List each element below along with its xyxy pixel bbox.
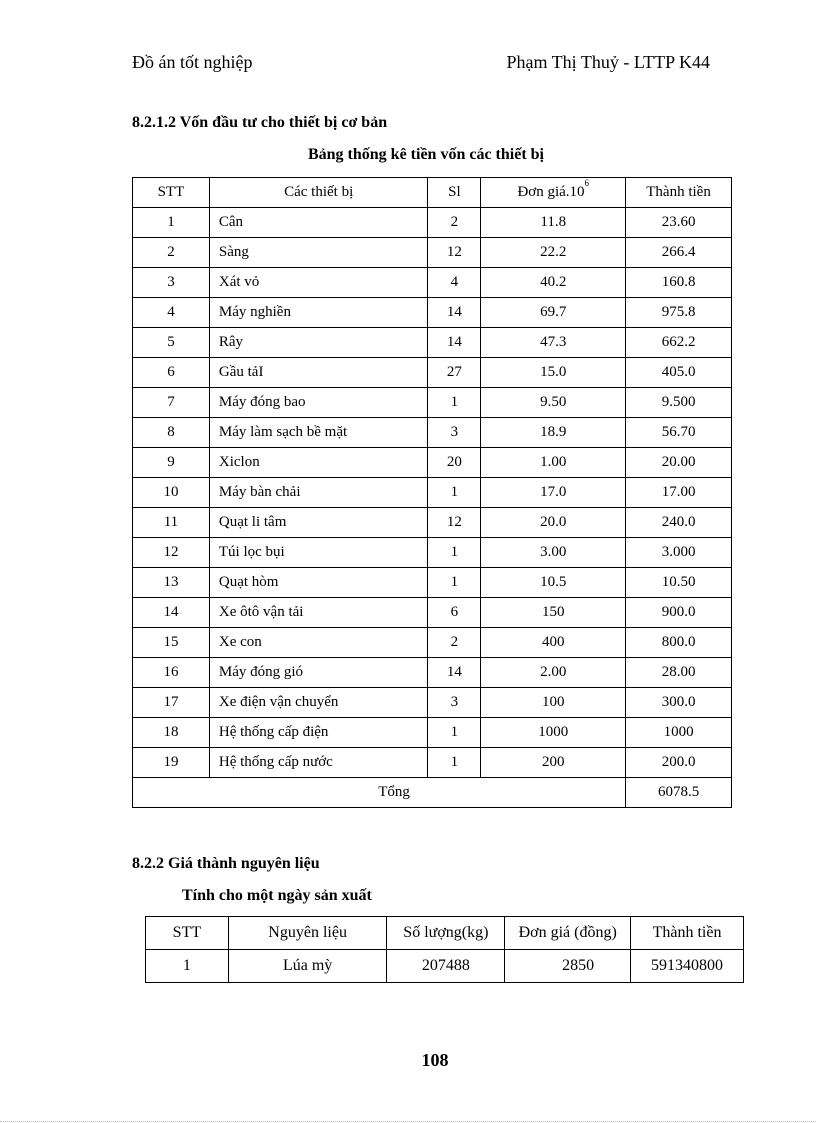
- cell-total: 405.0: [626, 358, 732, 388]
- cell-stt: 7: [133, 388, 210, 418]
- cell-qty: 14: [428, 298, 481, 328]
- total-value: 6078.5: [626, 778, 732, 808]
- cell-total: 9.500: [626, 388, 732, 418]
- cell-qty: 12: [428, 508, 481, 538]
- cell-unit-price: 40.2: [481, 268, 626, 298]
- cell-total: 266.4: [626, 238, 732, 268]
- cell-equipment-name: Túi lọc bụi: [209, 538, 428, 568]
- cell-unit-price: 1000: [481, 718, 626, 748]
- table-caption-equipment: Bảng thống kê tiền vốn các thiết bị: [307, 146, 544, 163]
- cell-unit-price: 2850: [505, 950, 631, 983]
- cell-stt: 18: [133, 718, 210, 748]
- table-row: [133, 688, 732, 718]
- table-row: [133, 658, 732, 688]
- cell-unit-price: 200: [481, 748, 626, 778]
- cell-total: 240.0: [626, 508, 732, 538]
- cell-qty: 14: [428, 328, 481, 358]
- table-total-row: [133, 778, 732, 808]
- cell-unit-price: 47.3: [481, 328, 626, 358]
- column-header-total: Thành tiền: [626, 178, 732, 208]
- page-bottom-divider: [0, 1121, 816, 1122]
- cell-equipment-name: Hệ thống cấp điện: [209, 718, 428, 748]
- column-header-qty: Sl: [428, 178, 481, 208]
- cell-total: 591340800: [631, 950, 744, 983]
- cell-equipment-name: Máy đóng gió: [209, 658, 428, 688]
- cell-qty: 1: [428, 748, 481, 778]
- cell-equipment-name: Quạt li tâm: [209, 508, 428, 538]
- table-row: [133, 568, 732, 598]
- cell-qty: 1: [428, 718, 481, 748]
- cell-total: 28.00: [626, 658, 732, 688]
- cell-stt: 9: [133, 448, 210, 478]
- table-row: [133, 388, 732, 418]
- cell-material: Lúa mỳ: [228, 950, 387, 983]
- column-header-equipment: Các thiết bị: [209, 178, 428, 208]
- table-row: [133, 268, 732, 298]
- cell-equipment-name: Rây: [209, 328, 428, 358]
- cell-stt: 12: [133, 538, 210, 568]
- cell-qty: 6: [428, 598, 481, 628]
- table-header-row: [146, 917, 744, 950]
- cell-unit-price: 150: [481, 598, 626, 628]
- cell-qty: 3: [428, 418, 481, 448]
- table-row: [133, 418, 732, 448]
- section-heading-equipment: 8.2.1.2 Vốn đầu tư cho thiết bị cơ bản: [132, 114, 388, 131]
- cell-qty: 4: [428, 268, 481, 298]
- table-row: [133, 328, 732, 358]
- cell-stt: 15: [133, 628, 210, 658]
- table-row: [133, 628, 732, 658]
- cell-equipment-name: Cân: [209, 208, 428, 238]
- cell-equipment-name: Xát vỏ: [209, 268, 428, 298]
- cell-total: 17.00: [626, 478, 732, 508]
- cell-equipment-name: Quạt hòm: [209, 568, 428, 598]
- cell-unit-price: 69.7: [481, 298, 626, 328]
- cell-equipment-name: Hệ thống cấp nước: [209, 748, 428, 778]
- cell-unit-price: 20.0: [481, 508, 626, 538]
- cell-equipment-name: Máy làm sạch bề mặt: [209, 418, 428, 448]
- table-row: [133, 238, 732, 268]
- cell-qty: 20: [428, 448, 481, 478]
- cell-equipment-name: Xe điện vận chuyển: [209, 688, 428, 718]
- cell-qty: 14: [428, 658, 481, 688]
- cell-total: 900.0: [626, 598, 732, 628]
- cell-stt: 19: [133, 748, 210, 778]
- cell-stt: 3: [133, 268, 210, 298]
- cell-unit-price: 9.50: [481, 388, 626, 418]
- cell-total: 3.000: [626, 538, 732, 568]
- cell-unit-price: 3.00: [481, 538, 626, 568]
- table-header-row: [133, 178, 732, 208]
- table-row: [133, 748, 732, 778]
- cell-stt: 5: [133, 328, 210, 358]
- cell-stt: 16: [133, 658, 210, 688]
- cell-total: 20.00: [626, 448, 732, 478]
- table-row: [146, 950, 744, 983]
- cell-equipment-name: Gầu tảI: [209, 358, 428, 388]
- price-exponent: 6: [584, 178, 590, 188]
- cell-qty: 2: [428, 628, 481, 658]
- cell-unit-price: 18.9: [481, 418, 626, 448]
- cell-stt: 17: [133, 688, 210, 718]
- cell-stt: 2: [133, 238, 210, 268]
- cell-total: 1000: [626, 718, 732, 748]
- cell-unit-price: 400: [481, 628, 626, 658]
- cell-total: 662.2: [626, 328, 732, 358]
- table-caption-material: Tính cho một ngày sản xuất: [182, 887, 372, 904]
- cell-total: 160.8: [626, 268, 732, 298]
- cell-stt: 11: [133, 508, 210, 538]
- equipment-cost-table: [132, 177, 732, 808]
- table-row: [133, 358, 732, 388]
- cell-equipment-name: Máy nghiền: [209, 298, 428, 328]
- cell-total: 56.70: [626, 418, 732, 448]
- table-row: [133, 208, 732, 238]
- page-number: 108: [421, 1050, 449, 1070]
- cell-qty: 27: [428, 358, 481, 388]
- cell-unit-price: 2.00: [481, 658, 626, 688]
- cell-equipment-name: Xe ôtô vận tải: [209, 598, 428, 628]
- cell-equipment-name: Máy đóng bao: [209, 388, 428, 418]
- cell-quantity: 207488: [387, 950, 505, 983]
- cell-total: 975.8: [626, 298, 732, 328]
- cell-qty: 1: [428, 388, 481, 418]
- column-header-stt: STT: [146, 917, 229, 950]
- cell-equipment-name: Xiclon: [209, 448, 428, 478]
- cell-equipment-name: Sàng: [209, 238, 428, 268]
- cell-stt: 8: [133, 418, 210, 448]
- header-right: Phạm Thị Thuỷ - LTTP K44: [506, 52, 710, 72]
- column-header-material: Nguyên liệu: [228, 917, 387, 950]
- cell-unit-price: 10.5: [481, 568, 626, 598]
- column-header-unit-price: Đơn $giá.10^6$: [481, 178, 626, 208]
- cell-qty: 1: [428, 538, 481, 568]
- cell-unit-price: 22.2: [481, 238, 626, 268]
- cell-equipment-name: Máy bàn chải: [209, 478, 428, 508]
- cell-qty: 1: [428, 568, 481, 598]
- cell-unit-price: 15.0: [481, 358, 626, 388]
- cell-qty: 2: [428, 208, 481, 238]
- section-heading-material: 8.2.2 Giá thành nguyên liệu: [132, 855, 320, 872]
- cell-unit-price: 100: [481, 688, 626, 718]
- cell-stt: 14: [133, 598, 210, 628]
- cell-unit-price: 11.8: [481, 208, 626, 238]
- cell-stt: 13: [133, 568, 210, 598]
- table-row: [133, 448, 732, 478]
- cell-qty: 12: [428, 238, 481, 268]
- cell-total: 300.0: [626, 688, 732, 718]
- table-row: [133, 718, 732, 748]
- header-left: Đồ án tốt nghiệp: [132, 52, 253, 72]
- cell-qty: 1: [428, 478, 481, 508]
- cell-qty: 3: [428, 688, 481, 718]
- cell-stt: 4: [133, 298, 210, 328]
- table-row: [133, 508, 732, 538]
- column-header-total: Thành tiền: [631, 917, 744, 950]
- material-cost-table: [145, 916, 744, 983]
- cell-equipment-name: Xe con: [209, 628, 428, 658]
- column-header-quantity: Số lượng(kg): [387, 917, 505, 950]
- table-row: [133, 598, 732, 628]
- table-row: [133, 478, 732, 508]
- column-header-stt: STT: [133, 178, 210, 208]
- cell-unit-price: 1.00: [481, 448, 626, 478]
- cell-stt: 1: [133, 208, 210, 238]
- cell-stt: 1: [146, 950, 229, 983]
- cell-total: 800.0: [626, 628, 732, 658]
- cell-total: 23.60: [626, 208, 732, 238]
- cell-unit-price: 17.0: [481, 478, 626, 508]
- table-row: [133, 538, 732, 568]
- cell-total: 10.50: [626, 568, 732, 598]
- cell-total: 200.0: [626, 748, 732, 778]
- table-row: [133, 298, 732, 328]
- column-header-unit-price: Đơn giá (đồng): [505, 917, 631, 950]
- cell-stt: 10: [133, 478, 210, 508]
- cell-stt: 6: [133, 358, 210, 388]
- total-label: Tổng: [133, 778, 626, 808]
